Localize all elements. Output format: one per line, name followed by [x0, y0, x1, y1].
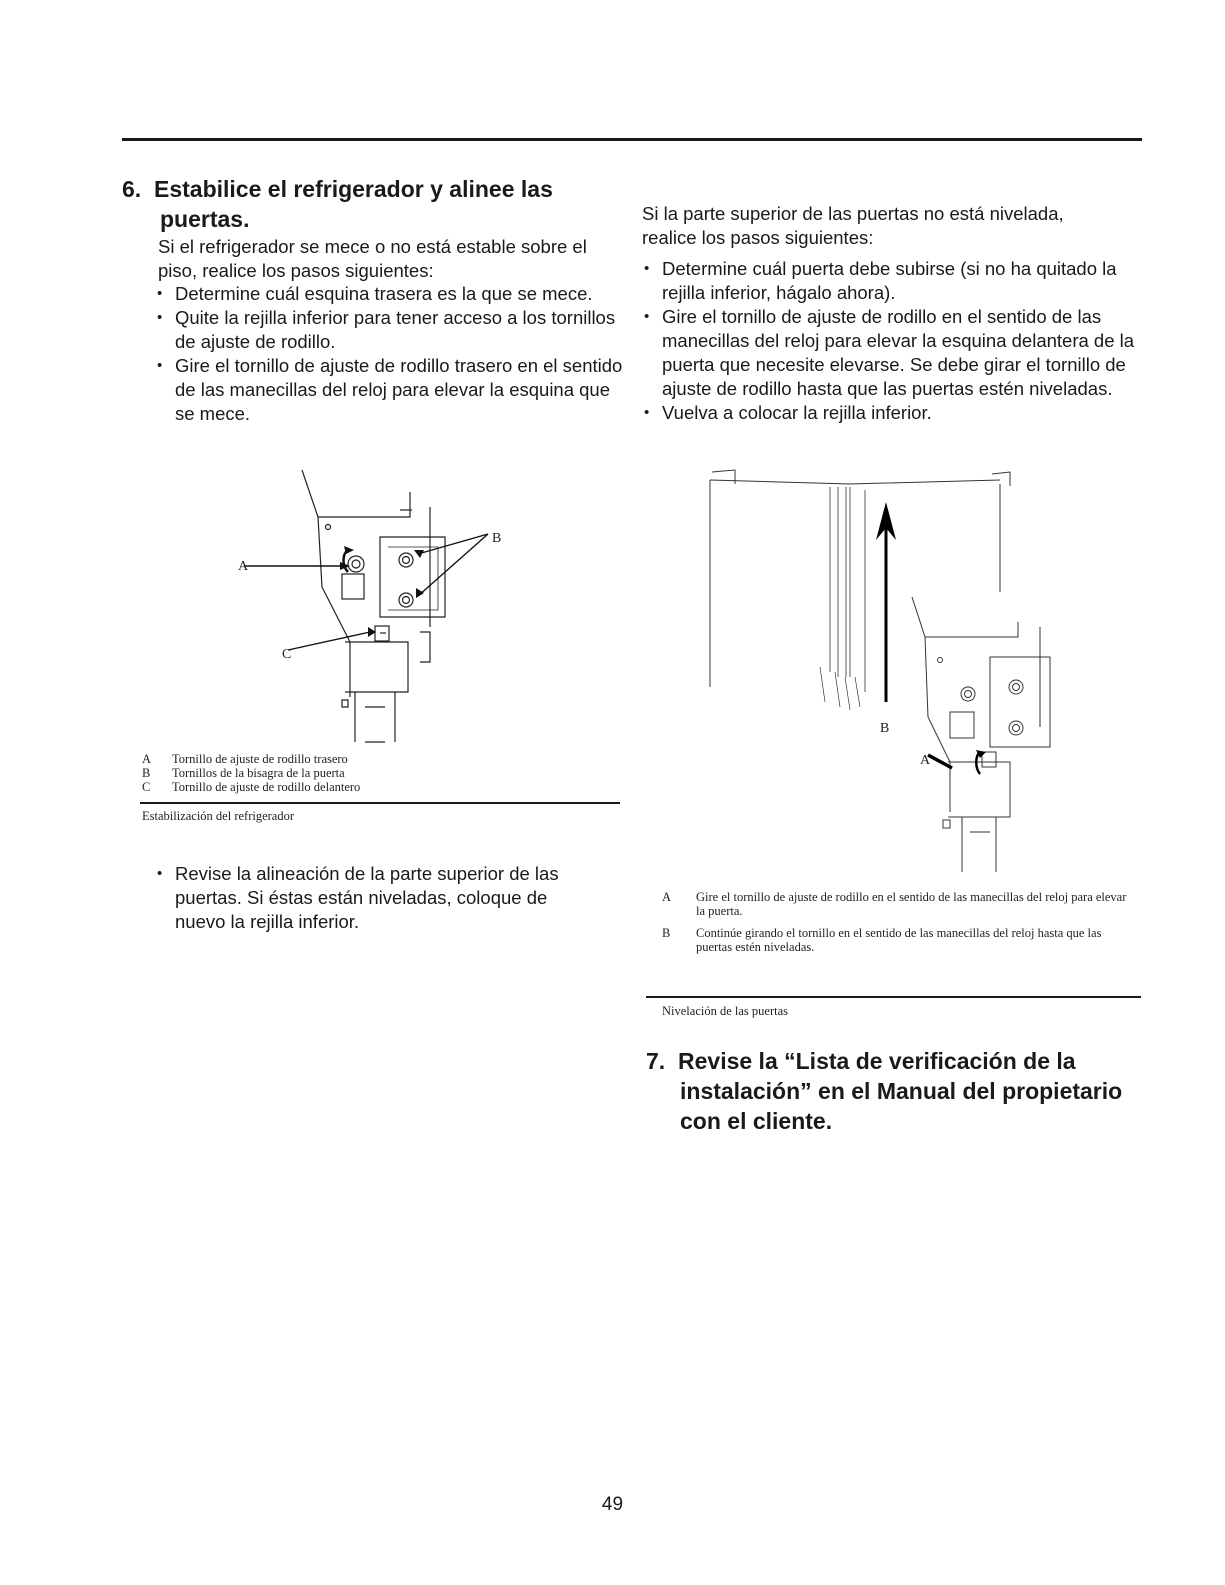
figure1-label-c: C: [282, 647, 292, 662]
step7-title-line2: instalación” en el Manual del propietario: [680, 1078, 1123, 1104]
figure1-legend-key: B: [142, 766, 151, 780]
figure2-legend-text: Continúe girando el tornillo en el sentido de las manecillas del reloj hasta que las puertas estén niveladas.: [696, 926, 1102, 954]
figure2-legend: [662, 890, 1132, 954]
figure1-label-b: B: [492, 531, 502, 546]
figure1-label-a: A: [238, 559, 249, 574]
step6-intro: Si el refrigerador se mece o no está estable sobre el piso, realice los pasos siguientes:: [158, 236, 587, 281]
figure1-caption: Estabilización del refrigerador: [142, 809, 295, 823]
figure1-legend: [142, 752, 602, 794]
step6-check-bullet: • Revise la alineación de la parte superior de las puertas. Si éstas están niveladas, coloque de nuevo la rejilla inferior.: [155, 862, 595, 934]
figure2-legend-row: [662, 926, 1132, 954]
step6-title-line1: Estabilice el refrigerador y alinee las: [154, 176, 553, 202]
figure1-legend-text: Tornillos de la bisagra de la puerta: [172, 766, 345, 780]
step6-bullet-list: [155, 282, 625, 426]
step7-heading: [646, 1046, 1166, 1136]
figure-door-leveling-diagram: [700, 462, 1070, 882]
figure2-caption-rule: [646, 996, 1141, 998]
right-bullet-1: • Determine cuál puerta debe subirse (si no ha quitado la rejilla inferior, hágalo ahora).: [642, 257, 1147, 305]
figure2-label-b: B: [880, 721, 890, 736]
step7-title-line3: con el cliente.: [680, 1108, 833, 1134]
figure1-legend-row: [142, 780, 602, 794]
figure2-legend-row: [662, 890, 1132, 918]
right-bullet-2: • Gire el tornillo de ajuste de rodillo en el sentido de las manecillas del reloj para elevar la esquina delantera de la puerta que necesite elevarse. Se debe girar el tornillo de ajuste de rodillo hasta que las puertas estén niveladas.: [642, 305, 1147, 401]
step6-bullet-1: • Determine cuál esquina trasera es la que se mece.: [155, 282, 625, 306]
figure2-legend-key: A: [662, 890, 672, 904]
figure2-caption: Nivelación de las puertas: [662, 1004, 788, 1018]
right-bullet-3: • Vuelva a colocar la rejilla inferior.: [642, 401, 1147, 425]
step6-title-line2: puertas.: [160, 206, 250, 232]
step7-title-line1: Revise la “Lista de verificación de la: [678, 1048, 1076, 1074]
step6-check-list: [155, 862, 595, 934]
figure1-legend-key: C: [142, 780, 151, 794]
figure1-legend-row: [142, 752, 602, 766]
right-bullet-list: [642, 257, 1147, 425]
figure2-legend-key: B: [662, 926, 671, 940]
step6-number: 6.: [122, 176, 142, 202]
figure2-label-a: A: [920, 753, 931, 768]
figure-stabilize-diagram: [230, 462, 550, 747]
figure1-legend-key: A: [142, 752, 152, 766]
step7-number: 7.: [646, 1048, 666, 1074]
top-rule: [122, 138, 1142, 141]
figure1-caption-rule: [140, 802, 620, 804]
figure1-legend-text: Tornillo de ajuste de rodillo delantero: [172, 780, 361, 794]
step6-bullet-2: • Quite la rejilla inferior para tener acceso a los tornillos de ajuste de rodillo.: [155, 306, 625, 354]
step6-bullet-3: • Gire el tornillo de ajuste de rodillo trasero en el sentido de las manecillas del reloj para elevar la esquina que se mece.: [155, 354, 625, 426]
right-intro: Si la parte superior de las puertas no está nivelada, realice los pasos siguientes:: [642, 203, 1064, 248]
figure1-legend-row: [142, 766, 602, 780]
step6-heading: [122, 174, 642, 234]
figure1-legend-text: Tornillo de ajuste de rodillo trasero: [172, 752, 348, 766]
page-number: 49: [601, 1494, 624, 1515]
figure2-legend-text: Gire el tornillo de ajuste de rodillo en el sentido de las manecillas del reloj para elevar la puerta.: [696, 890, 1127, 918]
